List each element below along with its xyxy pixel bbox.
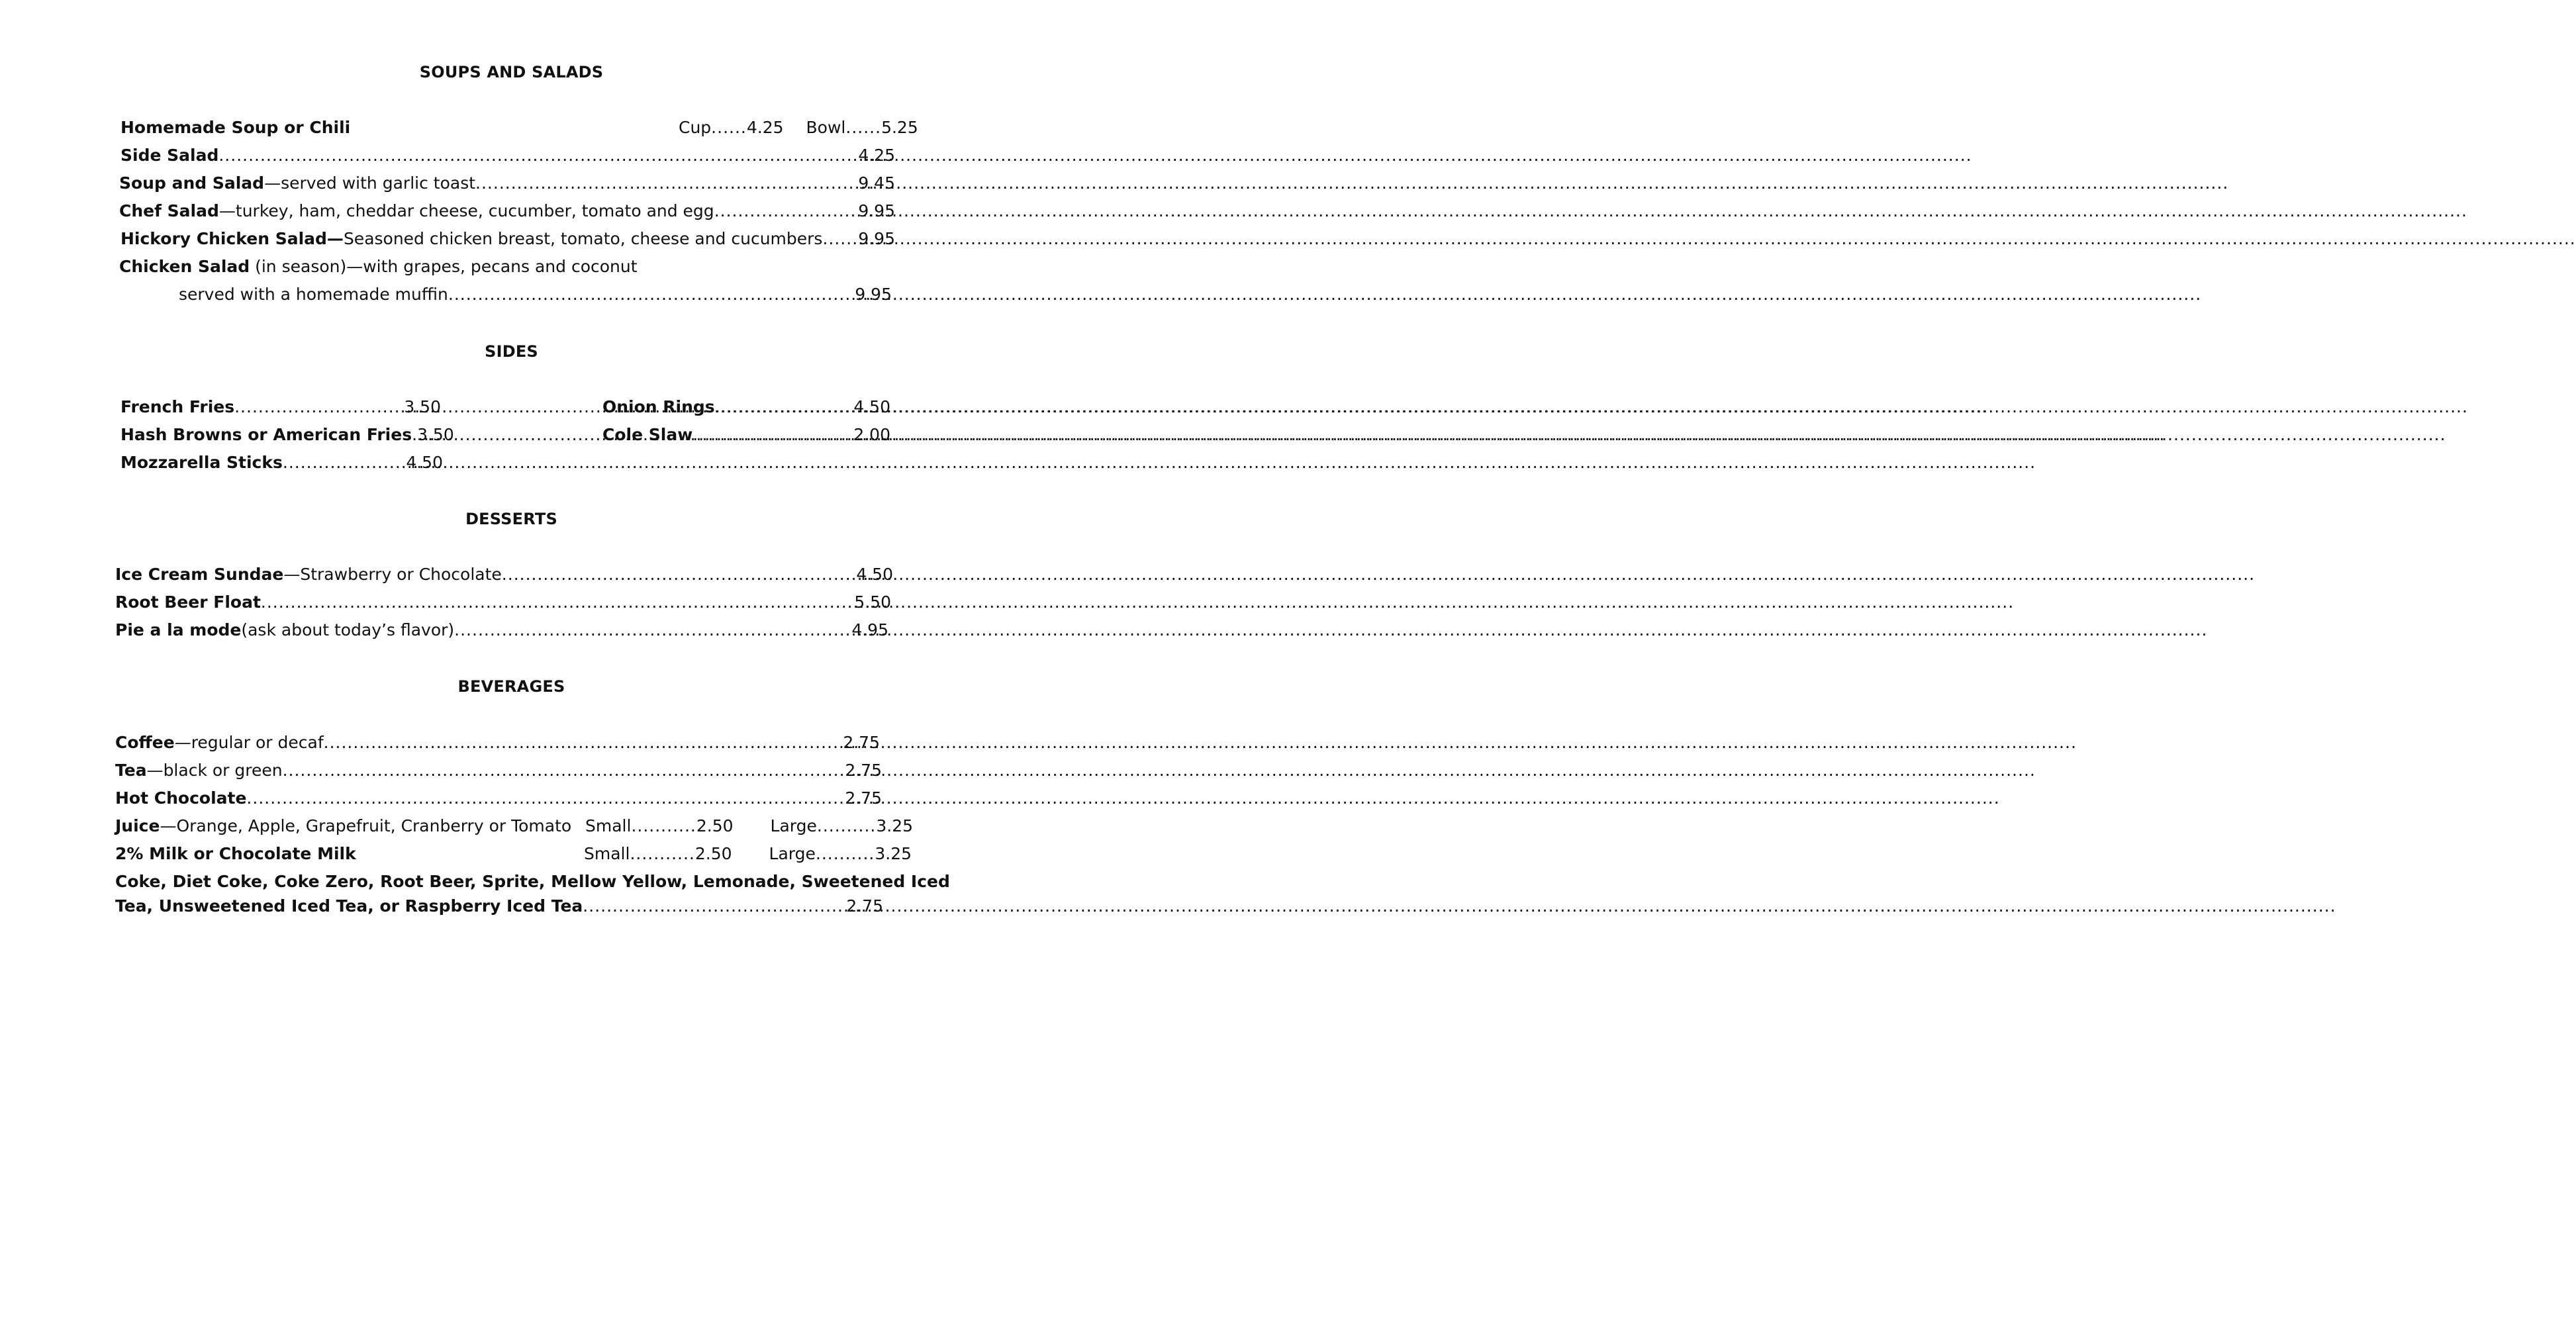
small-price: 2.50 (696, 816, 734, 835)
item-description: (in season)—with grapes, pecans and coconut (250, 257, 638, 276)
menu-item-soup-chili (120, 118, 350, 137)
menu-item-pie-a-la-mode (115, 620, 888, 639)
item-name: Hot Chocolate (115, 788, 247, 808)
item-name-2: Tea, Unsweetened Iced Tea, or Raspberry Iced Tea (115, 896, 583, 916)
large-leader: .......... (816, 816, 877, 835)
item-name: Coffee (115, 733, 175, 752)
section-title-desserts: DESSERTS (465, 510, 557, 528)
item-price: 4.50 (853, 397, 890, 416)
item-name: 2% Milk or Chocolate Milk (115, 844, 356, 863)
dot-leader (822, 229, 858, 248)
juice-small-option (585, 816, 734, 835)
menu-item-cole-slaw (602, 425, 890, 444)
menu-item-coffee (115, 733, 880, 752)
item-description: —turkey, ham, cheddar cheese, cucumber, tomato and egg (218, 201, 714, 220)
menu-item-chef-salad (119, 201, 895, 220)
item-price: 2.75 (845, 788, 882, 808)
juice-size-prices (585, 816, 913, 835)
dot-leader (283, 453, 406, 472)
item-name: Onion Rings (602, 397, 715, 416)
item-price: 2.75 (845, 761, 882, 780)
item-description: —Orange, Apple, Grapefruit, Cranberry or Tomato (160, 816, 572, 835)
item-price: 3.50 (404, 397, 441, 416)
dot-leader (714, 201, 859, 220)
item-price: 9.95 (858, 201, 895, 220)
cup-label: Cup (679, 118, 712, 137)
menu-item-french-fries (120, 397, 441, 416)
dot-leader (218, 146, 858, 165)
item-price: 2.75 (846, 896, 883, 916)
dot-leader (283, 761, 845, 780)
section-title-beverages: BEVERAGES (457, 677, 565, 696)
milk-size-prices (584, 844, 912, 863)
item-name: Pie a la mode (115, 620, 242, 639)
bowl-price: 5.25 (881, 118, 918, 137)
menu-item-chicken-salad-line2 (179, 285, 892, 304)
item-name: Chef Salad (119, 201, 219, 220)
item-price: 4.95 (851, 620, 888, 639)
large-label: Large (770, 816, 817, 835)
menu-item-hash-browns (120, 425, 454, 444)
milk-large-option (769, 844, 912, 863)
large-price: 3.25 (876, 816, 914, 835)
item-price: 2.00 (853, 425, 890, 444)
large-label: Large (769, 844, 816, 863)
item-description: —Strawberry or Chocolate (283, 565, 502, 584)
item-name: Ice Cream Sundae (115, 565, 284, 584)
item-price: 9.45 (858, 173, 895, 193)
dot-leader (234, 397, 404, 416)
menu-item-chicken-salad (119, 257, 638, 276)
menu-item-root-beer-float (115, 592, 891, 612)
item-description: —black or green (146, 761, 283, 780)
menu-item-soup-salad (119, 173, 895, 193)
item-name: Tea (115, 761, 147, 780)
item-name: Homemade Soup or Chili (120, 118, 351, 137)
milk-small-option (584, 844, 732, 863)
item-name: Cole Slaw (602, 425, 693, 444)
item-price: 9.95 (858, 229, 895, 248)
dot-leader (692, 425, 853, 444)
small-price: 2.50 (694, 844, 732, 863)
menu-item-hickory-chicken-salad (120, 229, 895, 248)
item-name: Soup and Salad (119, 173, 265, 193)
menu-item-juice (115, 816, 571, 835)
item-price: 4.50 (406, 453, 443, 472)
item-price: 9.95 (855, 285, 892, 304)
dot-leader (715, 397, 854, 416)
item-price: 2.75 (843, 733, 880, 752)
cup-price-option (679, 118, 784, 137)
item-price: 5.50 (854, 592, 891, 612)
dot-leader (475, 173, 858, 193)
item-name: Coke, Diet Coke, Coke Zero, Root Beer, Sprite, Mellow Yellow, Lemonade, Sweetened Iced (115, 872, 950, 891)
cup-price: 4.25 (746, 118, 784, 137)
menu-item-sodas-line2 (115, 896, 883, 916)
dot-leader (502, 565, 857, 584)
soup-size-prices (679, 118, 918, 137)
item-name: Hash Browns or American Fries (120, 425, 412, 444)
item-price: 3.50 (417, 425, 454, 444)
small-label: Small (584, 844, 630, 863)
menu-page (0, 0, 1023, 1324)
dot-leader (448, 285, 855, 304)
section-title-soups: SOUPS AND SALADS (419, 63, 604, 81)
item-name: Hickory Chicken Salad— (120, 229, 344, 248)
dot-leader (246, 788, 845, 808)
item-name: Root Beer Float (115, 592, 261, 612)
menu-item-hot-chocolate (115, 788, 882, 808)
dot-leader (454, 620, 851, 639)
large-price: 3.25 (875, 844, 912, 863)
menu-item-mozzarella-sticks (120, 453, 443, 472)
section-title-sides: SIDES (485, 342, 538, 361)
cup-leader: ...... (711, 118, 747, 137)
item-name: Juice (115, 816, 160, 835)
menu-item-onion-rings (602, 397, 890, 416)
small-leader: ........... (630, 844, 695, 863)
dot-leader (583, 896, 846, 916)
small-leader: ........... (631, 816, 696, 835)
item-description: (ask about today’s flavor) (241, 620, 455, 639)
dot-leader (261, 592, 854, 612)
menu-item-milk (115, 844, 356, 863)
menu-item-sodas (115, 872, 950, 891)
item-name: French Fries (120, 397, 235, 416)
bowl-leader: ...... (845, 118, 882, 137)
item-name: Chicken Salad (119, 257, 250, 276)
bowl-price-option (806, 118, 918, 137)
item-description: Seasoned chicken breast, tomato, cheese and cucumbers (343, 229, 823, 248)
menu-item-ice-cream-sundae (115, 565, 893, 584)
bowl-label: Bowl (806, 118, 846, 137)
dot-leader (324, 733, 843, 752)
menu-item-tea (115, 761, 882, 780)
item-description: —regular or decaf (174, 733, 324, 752)
item-description: —served with garlic toast (264, 173, 476, 193)
small-label: Small (585, 816, 632, 835)
item-price: 4.50 (856, 565, 893, 584)
item-price: 4.25 (858, 146, 895, 165)
dot-leader (412, 425, 417, 444)
menu-item-side-salad (120, 146, 895, 165)
large-leader: .......... (815, 844, 875, 863)
item-name: Side Salad (120, 146, 219, 165)
item-name: Mozzarella Sticks (120, 453, 283, 472)
juice-large-option (771, 816, 913, 835)
item-description-2: served with a homemade muffin (179, 285, 448, 304)
